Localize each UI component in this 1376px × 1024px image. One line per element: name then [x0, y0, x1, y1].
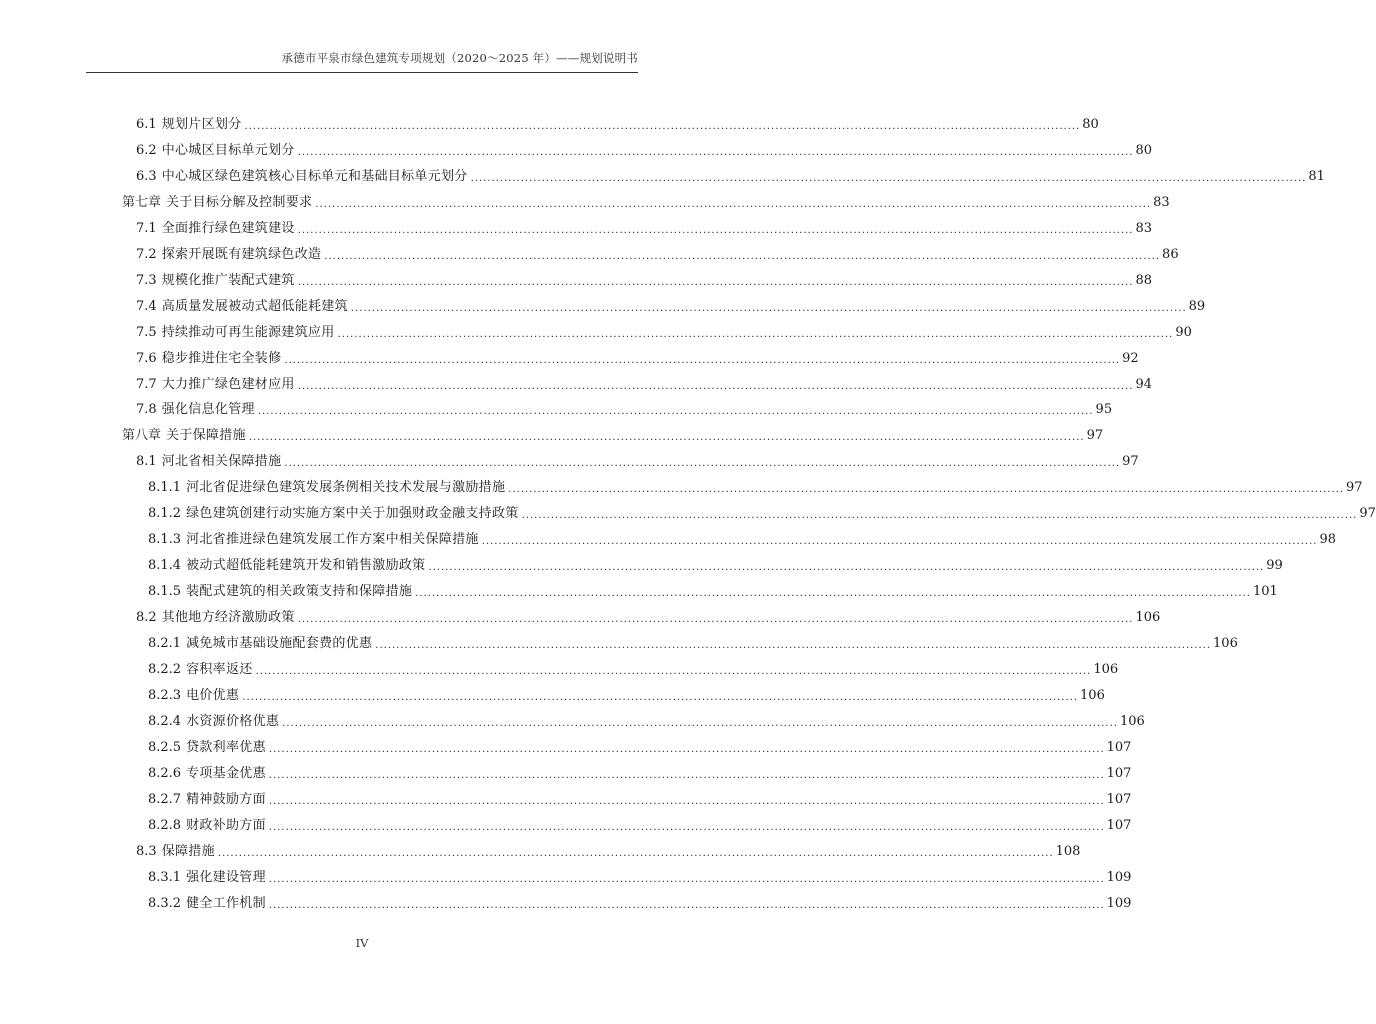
toc-entry-title: 规划片区划分	[161, 117, 242, 132]
toc-page-number: 106	[1213, 636, 1238, 651]
toc-entry[interactable]	[148, 760, 1132, 782]
toc-page-number: 101	[1252, 584, 1278, 600]
toc-chapter-entry[interactable]	[122, 189, 1170, 211]
toc-chapter-entry[interactable]	[122, 422, 1104, 444]
toc-dot-leader: ........................................................................................................................................................................................................	[255, 665, 1092, 677]
toc-entry-number: 7.2	[136, 246, 157, 262]
toc-page-number: 97	[1346, 480, 1363, 496]
toc-entry-title: 河北省促进绿色建筑发展条例相关技术发展与激励措施	[186, 480, 506, 496]
toc-entry-title: 绿色建筑创建行动实施方案中关于加强财政金融支持政策	[186, 506, 519, 522]
toc-page-number: 97	[1086, 428, 1104, 444]
toc-entry-title: 水资源价格优惠	[186, 713, 280, 729]
toc-dot-leader: ........................................................................................................................................................................................................	[268, 899, 1105, 911]
toc-entry[interactable]	[136, 371, 1152, 393]
toc-entry-number: 8.2.1	[148, 636, 182, 651]
toc-entry[interactable]	[136, 293, 1206, 315]
toc-entry-number: 8.2.8	[148, 817, 182, 833]
toc-entry-title: 专项基金优惠	[186, 765, 266, 781]
toc-page-number: 107	[1106, 791, 1132, 807]
toc-entry[interactable]	[148, 786, 1132, 808]
toc-entry-number: 8.2.2	[148, 661, 182, 677]
toc-dot-leader: ........................................................................................................................................................................................................	[268, 769, 1105, 781]
toc-dot-leader: ........................................................................................................................................................................................................	[268, 873, 1105, 885]
toc-page-number: 92	[1122, 350, 1139, 366]
toc-entry-number: 7.3	[136, 272, 157, 288]
toc-entry-title: 河北省推进绿色建筑发展工作方案中相关保障措施	[186, 532, 479, 548]
toc-page-number: 106	[1119, 713, 1145, 729]
toc-dot-leader: ........................................................................................................................................................................................................	[415, 588, 1251, 600]
toc-entry[interactable]	[148, 812, 1132, 834]
toc-entry[interactable]	[136, 604, 1161, 626]
toc-entry-title: 被动式超低能耗建筑开发和销售激励政策	[186, 558, 426, 574]
toc-page-number: 89	[1188, 298, 1206, 314]
toc-dot-leader: ........................................................................................................................................................................................................	[268, 743, 1105, 755]
toc-entry-title: 大力推广绿色建材应用	[161, 376, 295, 392]
toc-page-number: 83	[1135, 220, 1152, 236]
toc-entry-number: 8.1.4	[148, 558, 182, 574]
toc-entry[interactable]	[148, 526, 1336, 548]
toc-entry[interactable]	[136, 267, 1152, 289]
toc-entry-number: 7.7	[136, 376, 157, 392]
toc-page-number: 86	[1162, 246, 1179, 262]
toc-dot-leader: ........................................................................................................................................................................................................	[315, 198, 1152, 210]
toc-entry-number: 8.2.5	[148, 739, 182, 755]
toc-page-number: 107	[1106, 739, 1132, 755]
toc-entry-title: 强化信息化管理	[161, 402, 255, 418]
toc-entry-number: 第七章	[122, 194, 162, 210]
toc-entry[interactable]	[148, 890, 1132, 912]
toc-entry-number: 8.2	[136, 610, 157, 626]
toc-page-number: 107	[1106, 765, 1132, 781]
toc-dot-leader: ........................................................................................................................................................................................................	[268, 795, 1105, 807]
toc-page-number: 106	[1080, 687, 1105, 703]
toc-entry-number: 8.1.3	[148, 532, 182, 548]
toc-dot-leader: ........................................................................................................................................................................................................	[297, 276, 1134, 288]
toc-entry-title: 关于目标分解及控制要求	[166, 194, 313, 210]
toc-entry-title: 贷款利率优惠	[186, 739, 266, 755]
toc-dot-leader: ........................................................................................................................................................................................................	[337, 328, 1174, 340]
toc-entry[interactable]	[136, 111, 1099, 133]
toc-entry[interactable]	[148, 708, 1145, 730]
toc-page-number: 109	[1106, 895, 1132, 911]
toc-entry[interactable]	[148, 864, 1132, 886]
toc-entry-number: 8.2.4	[148, 713, 182, 729]
toc-entry-title: 规模化推广装配式建筑	[161, 272, 295, 288]
toc-entry[interactable]	[136, 396, 1113, 418]
toc-page-number: 94	[1135, 376, 1152, 392]
toc-page-number: 106	[1135, 610, 1161, 626]
toc-entry-number: 第八章	[122, 428, 162, 444]
toc-entry[interactable]	[136, 215, 1152, 237]
toc-entry-title: 财政补助方面	[186, 817, 266, 833]
toc-entry-title: 其他地方经济激励政策	[161, 610, 295, 626]
toc-entry-title: 精神鼓励方面	[186, 791, 266, 807]
toc-entry-number: 6.3	[136, 168, 157, 184]
toc-entry-number: 7.1	[136, 220, 157, 236]
toc-entry-title: 高质量发展被动式超低能耗建筑	[161, 298, 348, 314]
toc-dot-leader: ........................................................................................................................................................................................................	[248, 432, 1085, 444]
toc-entry[interactable]	[136, 838, 1081, 860]
toc-dot-leader: ........................................................................................................................................................................................................	[257, 406, 1094, 418]
toc-entry[interactable]	[136, 137, 1152, 159]
toc-page-number: 106	[1093, 661, 1119, 677]
toc-page-number: 98	[1319, 532, 1336, 548]
toc-dot-leader: ........................................................................................................................................................................................................	[268, 821, 1105, 833]
toc-page-number: 83	[1153, 194, 1170, 210]
toc-entry[interactable]	[136, 241, 1179, 263]
toc-entry-number: 8.3	[136, 843, 157, 859]
toc-entry-number: 6.1	[136, 117, 157, 132]
toc-entry-title: 关于保障措施	[166, 428, 246, 444]
toc-entry[interactable]	[148, 630, 1238, 652]
page-number: IV	[355, 936, 369, 950]
toc-entry-title: 电价优惠	[186, 687, 240, 703]
toc-dot-leader: ........................................................................................................................................................................................................	[350, 302, 1187, 314]
toc-entry[interactable]	[148, 552, 1283, 574]
toc-page-number: 81	[1308, 168, 1325, 184]
toc-dot-leader: ........................................................................................................................................................................................................	[284, 354, 1121, 366]
toc-entry-number: 8.1.1	[148, 480, 182, 496]
toc-entry-number: 7.5	[136, 324, 157, 340]
toc-entry-title: 稳步推进住宅全装修	[161, 350, 282, 366]
toc-entry-number: 7.4	[136, 298, 157, 314]
toc-dot-leader: ........................................................................................................................................................................................................	[508, 484, 1345, 496]
toc-dot-leader: ........................................................................................................................................................................................................	[217, 847, 1054, 859]
toc-dot-leader: ........................................................................................................................................................................................................	[324, 250, 1161, 262]
toc-entry-title: 强化建设管理	[186, 869, 266, 885]
toc-entry[interactable]	[136, 163, 1325, 185]
toc-entry-number: 8.1.2	[148, 506, 182, 522]
toc-entry-number: 7.6	[136, 350, 157, 366]
toc-page-number: 107	[1106, 817, 1132, 833]
toc-entry-number: 7.8	[136, 402, 157, 418]
toc-dot-leader: ........................................................................................................................................................................................................	[242, 691, 1079, 703]
toc-dot-leader: ........................................................................................................................................................................................................	[284, 458, 1121, 470]
toc-page-number: 95	[1095, 402, 1113, 418]
toc-dot-leader: ........................................................................................................................................................................................................	[282, 717, 1118, 729]
toc-page-number: 97	[1122, 454, 1139, 470]
toc-entry-title: 容积率返还	[186, 661, 253, 677]
toc-entry-title: 探索开展既有建筑绿色改造	[161, 246, 322, 262]
toc-page-number: 108	[1055, 843, 1081, 859]
toc-entry[interactable]	[136, 448, 1139, 470]
running-header: 承德市平泉市绿色建筑专项规划（2020～2025 年）——规划说明书	[86, 50, 638, 73]
toc-entry-title: 减免城市基础设施配套费的优惠	[186, 636, 373, 651]
toc-page-number: 90	[1175, 324, 1192, 340]
toc-entry-title: 中心城区绿色建筑核心目标单元和基础目标单元划分	[161, 168, 468, 184]
toc-entry[interactable]	[136, 319, 1192, 341]
toc-entry-title: 装配式建筑的相关政策支持和保障措施	[186, 584, 413, 600]
toc-entry[interactable]	[148, 734, 1132, 756]
toc-entry[interactable]	[148, 500, 1376, 522]
toc-dot-leader: ........................................................................................................................................................................................................	[521, 510, 1358, 522]
toc-entry-number: 8.2.6	[148, 765, 182, 781]
toc-entry-number: 8.2.7	[148, 791, 182, 807]
toc-entry-title: 健全工作机制	[186, 895, 266, 911]
toc-entry-number: 8.2.3	[148, 687, 182, 703]
toc-dot-leader: ........................................................................................................................................................................................................	[481, 536, 1318, 548]
toc-entry-title: 保障措施	[161, 843, 215, 859]
toc-entry[interactable]	[136, 345, 1139, 367]
toc-entry-title: 中心城区目标单元划分	[161, 142, 295, 158]
toc-entry-number: 8.1	[136, 454, 157, 470]
toc-entry-title: 全面推行绿色建筑建设	[161, 220, 295, 236]
toc-page-number: 97	[1359, 506, 1376, 522]
toc-page-number: 99	[1266, 558, 1283, 574]
toc-page-number: 80	[1135, 142, 1152, 158]
toc-entry-title: 持续推动可再生能源建筑应用	[161, 324, 335, 340]
toc-page-number: 80	[1082, 117, 1099, 132]
toc-entry[interactable]	[148, 682, 1105, 704]
toc-entry-number: 8.3.1	[148, 869, 182, 885]
toc-dot-leader: ........................................................................................................................................................................................................	[297, 146, 1134, 158]
toc-dot-leader: ........................................................................................................................................................................................................	[297, 380, 1134, 392]
toc-dot-leader: ........................................................................................................................................................................................................	[428, 562, 1265, 574]
toc-page-number: 109	[1106, 869, 1132, 885]
toc-entry-number: 8.1.5	[148, 584, 182, 600]
toc-dot-leader: ........................................................................................................................................................................................................	[375, 640, 1212, 651]
toc-dot-leader: ........................................................................................................................................................................................................	[470, 172, 1307, 184]
toc-entry-number: 6.2	[136, 142, 157, 158]
toc-page-number: 88	[1135, 272, 1152, 288]
toc-entry[interactable]	[148, 578, 1278, 600]
toc-dot-leader: ........................................................................................................................................................................................................	[244, 121, 1081, 132]
toc-entry-title: 河北省相关保障措施	[161, 454, 282, 470]
toc-dot-leader: ........................................................................................................................................................................................................	[297, 224, 1134, 236]
toc-entry[interactable]	[148, 656, 1119, 678]
toc-entry[interactable]	[148, 474, 1363, 496]
toc-dot-leader: ........................................................................................................................................................................................................	[297, 614, 1134, 626]
toc-entry-number: 8.3.2	[148, 895, 182, 911]
